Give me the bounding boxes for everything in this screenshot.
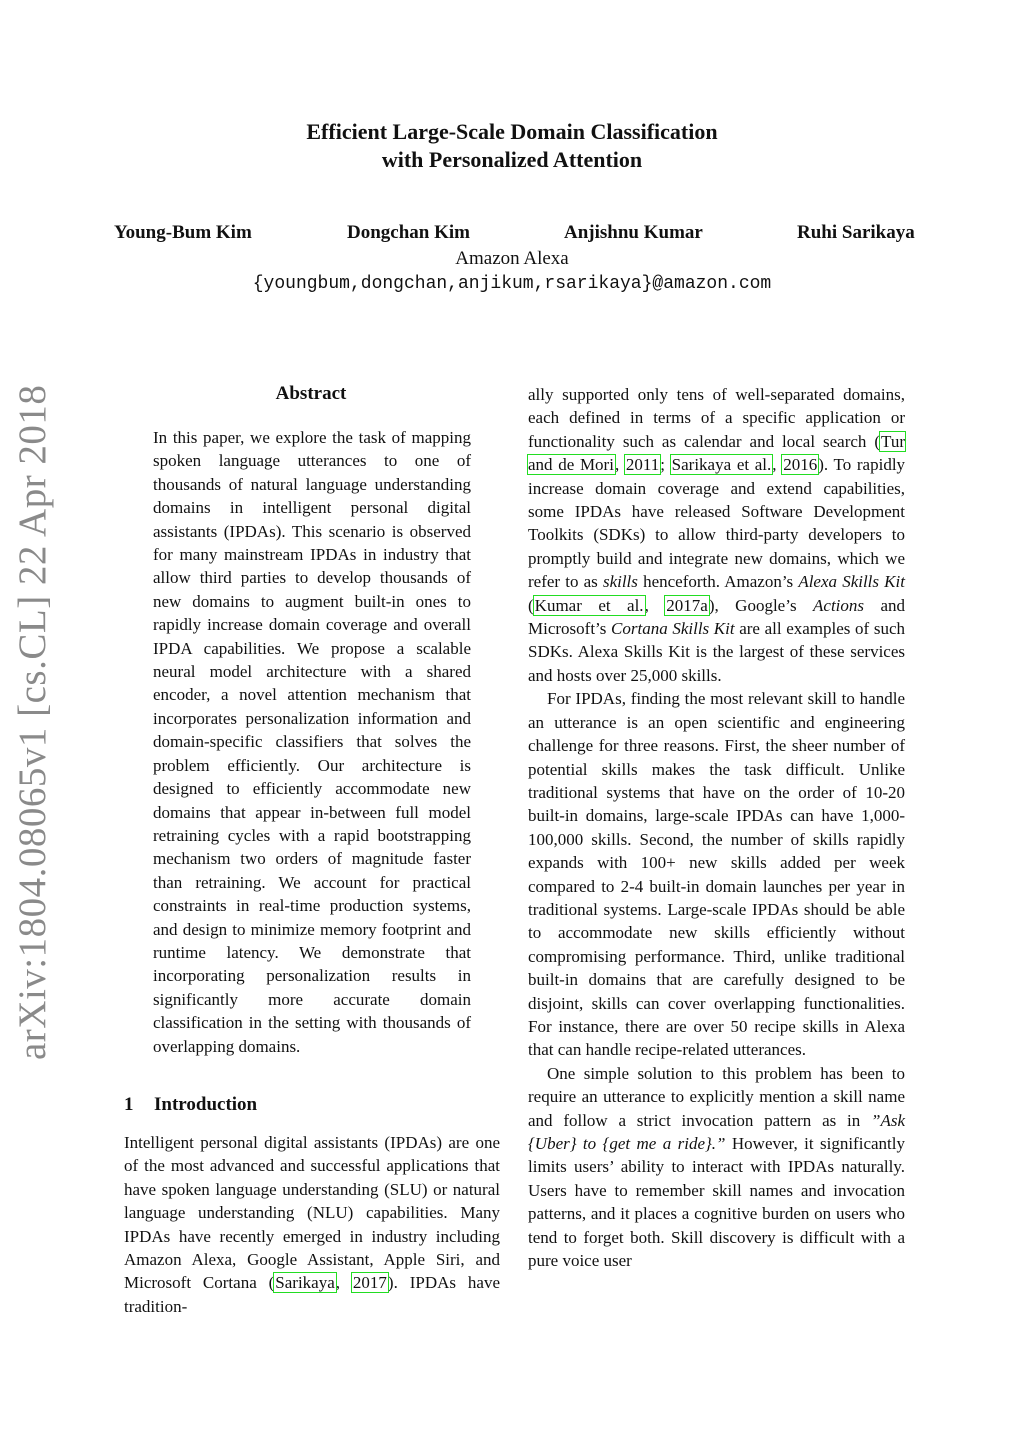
paragraph [528,383,905,687]
emphasis: ”Ask {Uber} to {get me a ride}.” [528,1110,905,1153]
text-span: henceforth. Amazon’s [637,572,799,592]
citation-link[interactable]: 2011 [625,455,660,475]
citation-link[interactable]: Tur and de Mori [528,431,905,475]
text-span: ). IPDAs have tradition- [124,1273,500,1316]
arxiv-identifier: arXiv:1804.08065v1 [cs.CL] 22 Apr 2018 [11,384,54,1060]
title-line-1: Efficient Large-Scale Domain Classification [306,119,718,144]
introduction-paragraph-1 [124,1131,500,1318]
emphasis: Actions [813,595,865,615]
abstract-heading: Abstract [275,383,347,404]
section-title: Introduction [154,1094,258,1115]
text-span: are all examples of such SDKs. Alexa Skills Kit is the largest of these services and hosts over 25,000 skills. [528,619,905,685]
text-span: , [335,1273,352,1293]
right-column [528,383,905,1272]
email-address: {youngbum,dongchan,anjikum,rsarikaya}@amazon.com [252,274,772,294]
paper-title [0,118,1024,174]
text-span: One simple solution to this problem has been to require an utterance to explicitly mention a skill name and follow a strict invocation pattern as in [528,1063,905,1130]
author-3: Anjishnu Kumar [564,222,703,243]
paragraph: For IPDAs, finding the most relevant skill to handle an utterance is an open scientific and engineering challenge for three reasons. First, the sheer number of potential skills makes the task difficult. Unlike traditional systems that have on the order of 10-20 built-in domains, large-scale IPDAs can have 1,000-100,000 skills. Second, the number of skills rapidly expands with 100+ new skills added per week compared to 2-4 built-in domain launches per year in traditional systems. Large-scale IPDAs should be able to accommodate new skills efficiently without compromising performance. Third, unlike traditional built-in domains that are carefully designed to be disjoint, skills can cover overlapping functionalities. For instance, there are over 50 recipe skills in Alexa that can handle recipe-related utterances. [528,689,905,1060]
citation-link[interactable]: 2016 [783,455,818,475]
text-span: , [644,595,666,615]
text-span: , [772,455,783,475]
citation-link[interactable]: Sarikaya et al. [671,455,772,475]
author-1: Young-Bum Kim [114,222,252,243]
emphasis: Alexa Skills Kit [798,572,905,592]
text-span: Intelligent personal digital assistants (IPDAs) are one of the most advanced and successful applications that have spoken language understanding (SLU) or natural language understanding (NLU) capabilities. Many IPDAs have recently emerged in industry including Amazon Alexa, Google Assistant, Apple Siri, and Microsoft Cortana ( [124,1133,500,1293]
section-number: 1 [124,1094,134,1115]
author-emails [0,272,1024,294]
text-span: ). To rapidly increase domain coverage and extend capabilities, some IPDAs have released Software Development Toolkits (SDKs) to allow third-party developers to promptly build and integrate new domains, which we refer to as [528,455,906,592]
emphasis: skills [602,572,638,592]
citation-link[interactable]: 2017 [352,1273,387,1293]
citation-link[interactable]: Kumar et al. [534,595,644,615]
text-span: ( [528,595,534,615]
text-span: ally supported only tens of well-separated domains, each defined in terms of a specific application or functionality such as calendar and local search ( [528,385,905,451]
abstract-text: In this paper, we explore the task of mapping spoken language utterances to one of thousands of natural language understanding domains in intelligent personal digital assistants (IPDAs). This scenario is observed for many mainstream IPDAs in industry that allow third parties to develop thousands of new domains to augment built-in ones to rapidly increase domain coverage and overall IPDA capabilities. We propose a scalable neural model architecture with a shared encoder, a novel attention mechanism that incorporates personalization information and domain-specific classifiers that solves the problem efficiently. Our architecture is designed to efficiently accommodate new domains that appear in-between full model retraining cycles with a rapid bootstrapping mechanism two orders of magnitude faster than retraining. We account for practical constraints in real-time production systems, and design to minimize memory footprint and runtime latency. We demonstrate that incorporating personalization results in significantly more accurate domain classification in the setting with thousands of overlapping domains. [153,428,471,1056]
author-4: Ruhi Sarikaya [797,222,915,243]
text-span: ; [660,455,671,475]
affiliation: Amazon Alexa [455,248,569,269]
citation-link[interactable]: 2017a [666,595,708,615]
text-span: ), Google’s [708,595,814,615]
text-span: However, it significantly limits users’ ability to interact with IPDAs naturally. Users have to remember skill names and invocation patterns, and it places a cognitive burden on users who tend to forget both. Skill discovery is difficult with a pure voice user [528,1134,905,1271]
paragraph [528,1062,905,1273]
section-heading-introduction [124,1094,257,1116]
author-2: Dongchan Kim [347,222,470,243]
emphasis: Cortana Skills Kit [611,619,735,639]
citation-link[interactable]: Sarikaya [275,1273,335,1293]
title-line-2: with Personalized Attention [381,147,643,172]
text-span: , [614,455,625,475]
text-span: and Microsoft’s [528,595,906,639]
